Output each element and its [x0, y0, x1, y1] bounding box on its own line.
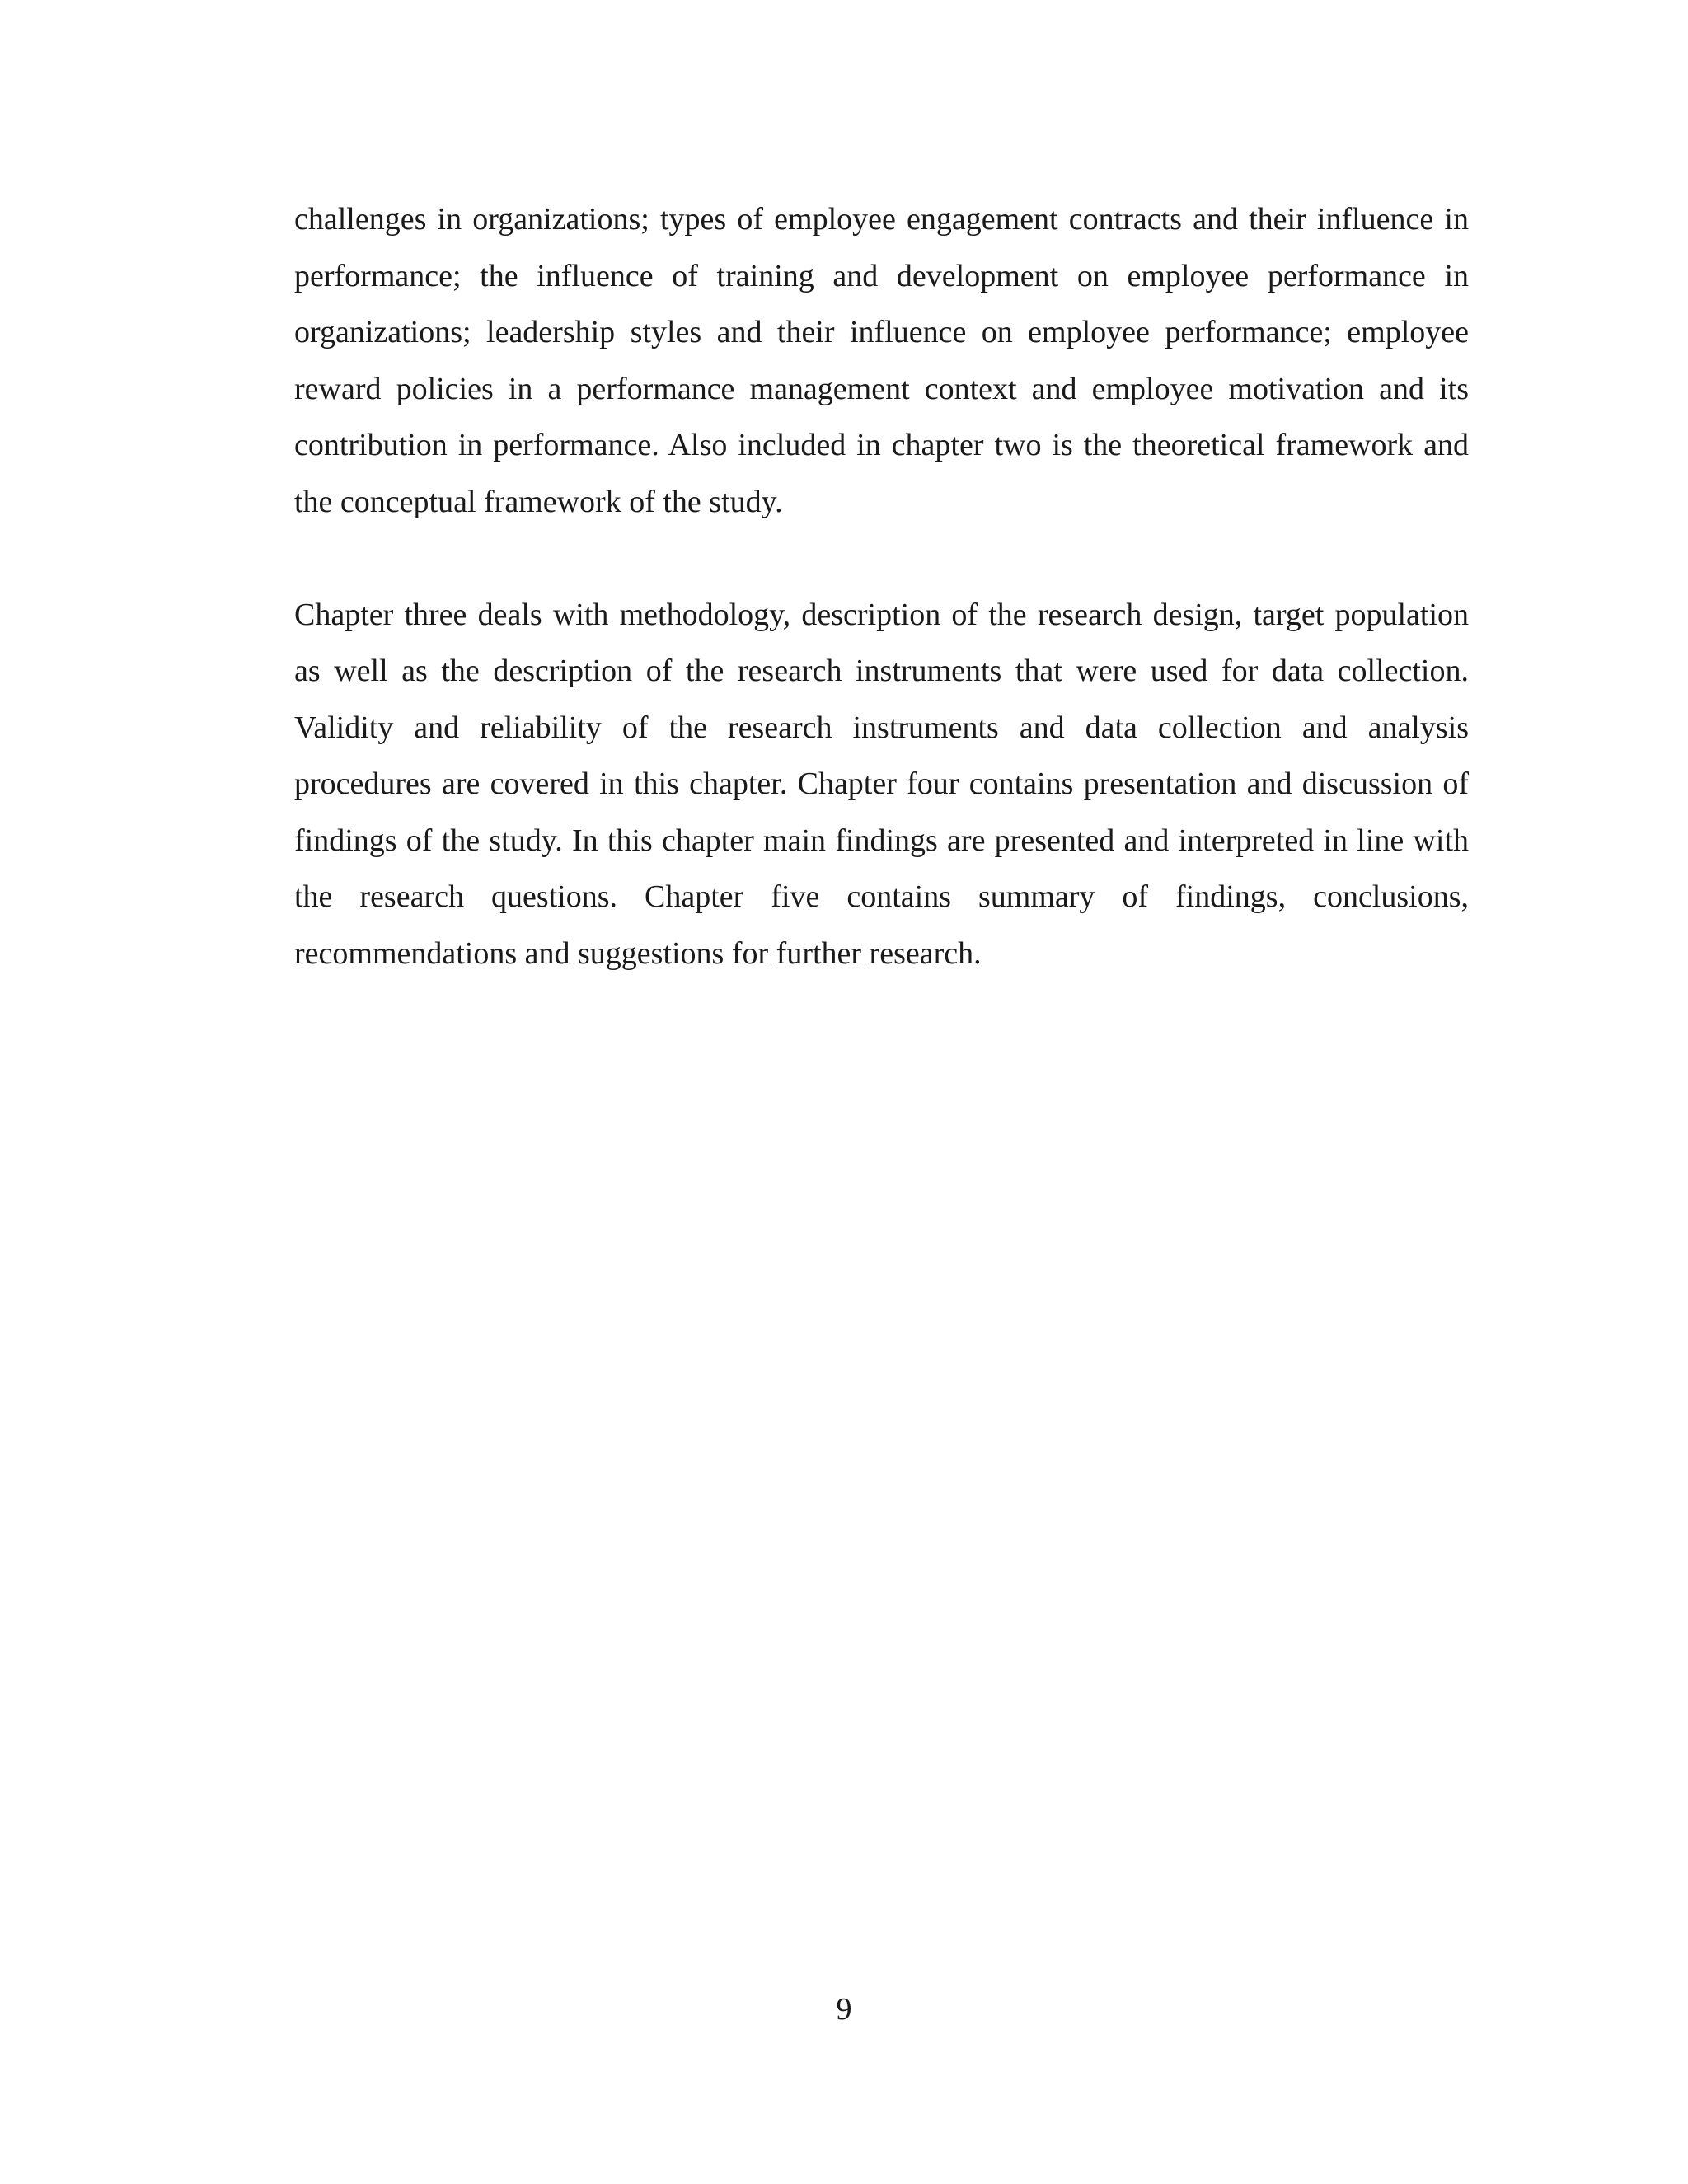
paragraph-chapter-three-to-five-summary: Chapter three deals with methodology, description of the research design, target population as well as the description of the research instruments that were used for data collection. Validity and reliability of the research instruments and data collection and analysis procedures are covered in this chapter. Chapter four contains presentation and discussion of findings of the study. In this chapter main findings are presented and interpreted in line with the research questions. Chapter five contains summary of findings, conclusions, recommendations and suggestions for further research. — [294, 597, 1469, 971]
body-text — [294, 191, 1469, 982]
page-number: 9 — [836, 1992, 852, 2027]
paragraph-chapter-two-summary: challenges in organizations; types of employee engagement contracts and their influence in performance; the influence of training and development on employee performance in organizations; leadership styles and their influence on employee performance; employee reward policies in a performance management context and employee motivation and its contribution in performance. Also included in chapter two is the theoretical framework and the conceptual framework of the study. — [294, 202, 1469, 519]
